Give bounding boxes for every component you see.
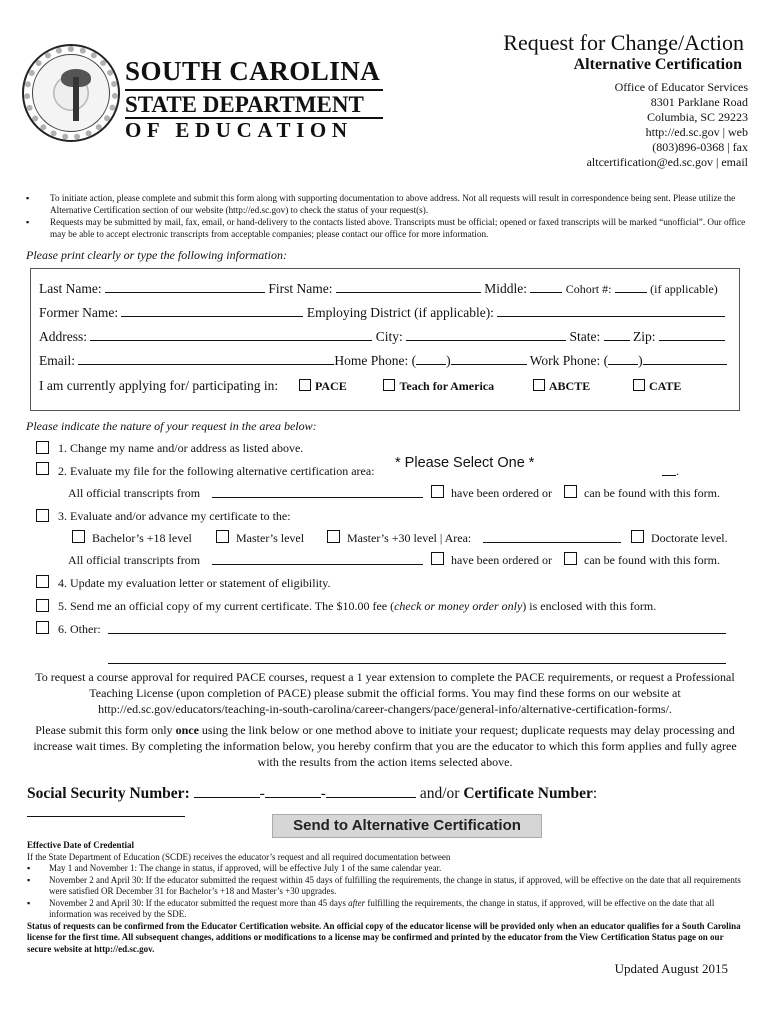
form-title: Request for Change/Action [503,30,744,55]
request-2-label: 2. Evaluate my file for the following alternative certification area: [58,464,375,478]
certification-area-select[interactable]: * Please Select One * [395,455,535,471]
state-field[interactable] [604,329,630,341]
request-5-italic: check or money order only [394,599,523,613]
ssn-part1-field[interactable] [194,786,260,798]
email-link[interactable]: altcertification@ed.sc.gov | email [586,155,748,169]
effective-item3-pre: November 2 and April 30: If the educator submitted the request more than 45 days [49,897,349,908]
state-seal [22,44,120,142]
doctorate-checkbox[interactable] [631,530,644,543]
zip-label: Zip: [633,329,656,344]
submit-text-pre: Please submit this form only [35,723,176,737]
found-label-2: can be found with this form. [584,553,720,567]
instructions-list [26,192,746,240]
former-name-label: Former Name: [39,305,119,320]
request-5-tail: ) is enclosed with this form. [522,599,657,613]
abcte-label: ABCTE [548,379,591,393]
first-name-label: First Name: [268,281,333,296]
submit-text-post: using the link below or one method above to initiate your request; duplicate requests may delay processing and increase wait times. By completing the information below, you hereby confirm that you are the educator to which this form applies and fully agree with the results from the action items selected above. [33,723,737,769]
submit-text-bold: once [175,723,199,737]
effective-item3-italic: after [348,897,366,908]
org-divider-1 [125,89,383,91]
work-phone-field[interactable] [643,353,727,365]
tfa-checkbox[interactable] [383,379,395,391]
cohort-label: Cohort #: [565,282,612,296]
effective-item3-post: fulfilling the requirements, the change in status, if approved, will be effective on the date that all information was received by the SDE. [49,897,715,919]
ssn-dash: - [259,785,265,802]
last-name-field[interactable] [105,281,265,293]
address-line: Columbia, SC 29223 [646,110,748,124]
tfa-label: Teach for America [399,379,495,393]
found-checkbox-2[interactable] [564,552,577,565]
former-name-field[interactable] [121,305,303,317]
address-line: 8301 Parklane Road [650,95,748,109]
area-field[interactable] [483,531,621,543]
request-1-label: 1. Change my name and/or address as listed above. [58,441,304,455]
address-field[interactable] [90,329,372,341]
masters-checkbox[interactable] [216,530,229,543]
zip-field[interactable] [659,329,725,341]
other-field-1[interactable] [108,622,726,634]
city-field[interactable] [406,329,566,341]
cate-label: CATE [648,379,682,393]
effective-item [27,898,747,921]
effective-list [27,863,747,921]
ssn-row [27,785,597,803]
request-1-checkbox[interactable] [36,441,49,454]
cohort-note: (if applicable) [650,282,718,296]
fax-line: (803)896-0368 | fax [652,140,748,154]
state-label: State: [569,329,601,344]
effective-item: ▪ May 1 and November 1: The change in status, if approved, will be effective July 1 of the same calendar year. [27,863,747,875]
org-name-line2: STATE DEPARTMENT [125,92,364,117]
middle-label: Middle: [484,281,527,296]
area-period: . [676,464,679,478]
first-name-field[interactable] [336,281,481,293]
effective-intro: If the State Department of Education (SCDE) receives the educator’s request and all required documentation between [27,851,451,862]
request-4-checkbox[interactable] [36,575,49,588]
last-name-label: Last Name: [39,281,102,296]
andor-label: and/or [419,785,460,802]
ordered-label-1: have been ordered or [451,486,552,500]
ssn-part2-field[interactable] [265,786,321,798]
home-phone-label: Home Phone: ( [334,353,417,368]
pace-checkbox[interactable] [299,379,311,391]
pace-paragraph: To request a course approval for required PACE courses, request a 1 year extension to complete the PACE requirements, or request a Professional Teaching License (upon completion of PACE) please submit the official forms. You may find these forms on our website at http://ed.sc.gov/educators/teaching-in-south-carolina/career-changers/pace/general-info/alternative-certification-forms/. [35,670,735,716]
work-area-code-field[interactable] [608,353,638,365]
ssn-dash: - [320,785,326,802]
work-phone-label: Work Phone: ( [529,353,609,368]
effective-date-section [27,840,747,955]
address-line: Office of Educator Services [614,80,748,94]
instruction-item: ▪ Requests may be submitted by mail, fax, email, or hand-delivery to the contacts listed above. Transcripts must be official; opened or faxed transcripts will be marked “unofficial”. Our office may be able to accept electronic transcripts from acceptable companies; please contact our office for more information. [26,216,746,240]
updated-date: Updated August 2015 [614,961,728,976]
office-address [587,80,748,170]
middle-field[interactable] [530,281,562,293]
request-3-checkbox[interactable] [36,509,49,522]
request-5-label [58,599,656,614]
applicant-info-box [30,268,740,411]
print-instruction: Please print clearly or type the following information: [26,248,287,262]
transcripts-label-2: All official transcripts from [68,553,201,567]
paren: ) [638,353,643,368]
email-field[interactable] [78,353,334,365]
effective-item: ▪ November 2 and April 30: If the educator submitted the request within 45 days of fulfilling the requirements, the change in status, if approved, will be effective on the date that all requirements were satisfied OR December 31 for Bachelor’s +18 and Master’s +30 upgrades. [27,875,747,898]
email-label: Email: [39,353,75,368]
applying-label: I am currently applying for/ participating in: [39,378,279,393]
ordered-checkbox-2[interactable] [431,552,444,565]
cert-number-field[interactable] [27,805,185,817]
abcte-checkbox[interactable] [533,379,545,391]
masters-label: Master’s level [236,531,305,545]
ssn-label: Social Security Number: [27,785,190,802]
transcripts-label-1: All official transcripts from [68,486,201,500]
seal-ring [24,46,118,140]
ordered-label-2: have been ordered or [451,553,552,567]
home-phone-field[interactable] [451,353,527,365]
other-field-2[interactable] [108,652,726,664]
request-6-label: 6. Other: [58,622,101,636]
found-label-1: can be found with this form. [584,486,720,500]
masters30-checkbox[interactable] [327,530,340,543]
doctorate-label: Doctorate level. [651,531,728,545]
district-label: Employing District (if applicable): [306,305,494,320]
request-3-label: 3. Evaluate and/or advance my certificate to the: [58,509,291,523]
web-link[interactable]: http://ed.sc.gov | web [645,125,748,139]
request-5-text: 5. Send me an official copy of my current certificate. The $10.00 fee ( [58,599,395,613]
cert-number-label: Certificate Number [463,785,593,802]
home-area-code-field[interactable] [416,353,446,365]
send-button[interactable]: Send to Alternative Certification [272,814,542,838]
transcripts-field-1[interactable] [212,486,423,498]
request-2-checkbox[interactable] [36,462,49,475]
paren: ) [446,353,451,368]
pace-label: PACE [314,379,347,393]
bachelors-label: Bachelor’s +18 level [92,531,192,545]
bachelors-checkbox[interactable] [72,530,85,543]
district-field[interactable] [497,305,725,317]
ordered-checkbox-1[interactable] [431,485,444,498]
request-4-label: 4. Update my evaluation letter or statement of eligibility. [58,576,331,590]
city-label: City: [375,329,403,344]
transcripts-field-2[interactable] [212,553,423,565]
instruction-item: ▪ To initiate action, please complete and submit this form along with supporting documentation to above address. Not all requests will result in correspondence being sent. Please utilize the Alternative Certification section of our website (http://ed.sc.gov) to check the status of your request(s). [26,192,746,216]
effective-heading: Effective Date of Credential [27,840,135,850]
cert-colon: : [592,785,598,802]
org-name-line1: SOUTH CAROLINA [125,56,381,86]
org-name-line3: OF EDUCATION [125,118,353,142]
submit-paragraph [26,722,744,770]
address-label: Address: [39,329,87,344]
request-6-checkbox[interactable] [36,621,49,634]
cate-checkbox[interactable] [633,379,645,391]
form-subtitle: Alternative Certification [573,56,742,73]
area-underline [662,465,676,476]
status-note: Status of requests can be confirmed from the Educator Certification website. An official copy of the educator license will be provided only when an educator qualifies for a South Carolina license for the first time. All subsequent changes, additions or modifications to a license may be confirmed and printed by the educator from the View Certification Status page on our secure website at http://ed.sc.gov. [27,920,741,954]
cohort-field[interactable] [615,281,647,293]
masters30-label: Master’s +30 level | Area: [347,531,472,545]
found-checkbox-1[interactable] [564,485,577,498]
ssn-part3-field[interactable] [326,786,416,798]
request-5-checkbox[interactable] [36,599,49,612]
request-instruction: Please indicate the nature of your request in the area below: [26,419,317,433]
